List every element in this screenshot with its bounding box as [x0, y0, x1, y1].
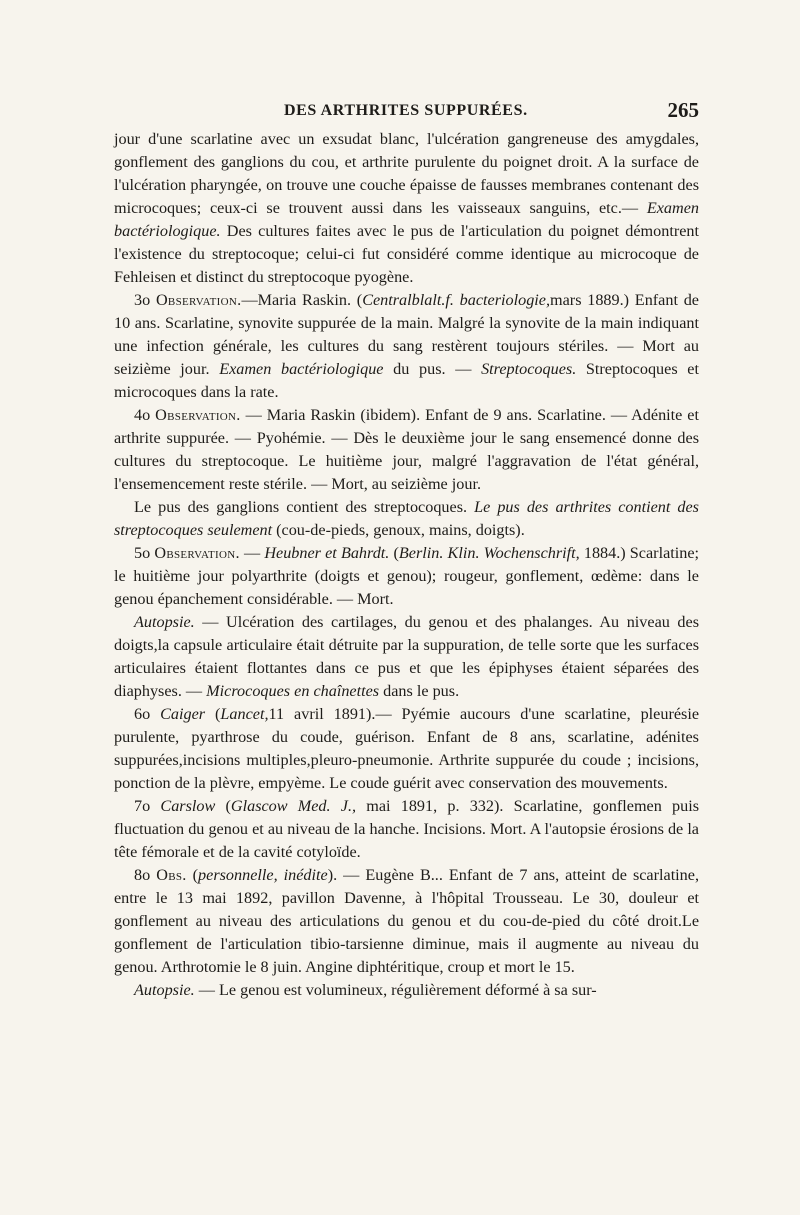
autopsie-8: Autopsie. — Le genou est volumineux, régulièrement déformé à sa sur-	[134, 981, 597, 999]
observation-label: Observation.	[154, 544, 240, 562]
paragraph-ganglions: Le pus des ganglions contient des streptocoques. Le pus des arthrites contient des streptocoques seulement (cou-de-pieds, genoux, mains, doigts).	[114, 498, 699, 539]
observation-7: 7o Carslow (Glascow Med. J., mai 1891, p. 332). Scarlatine, gonflemen puis fluctuation du genou et au niveau de la hanche. Incisions. Mort. A l'autopsie érosions de la tête fémorale et de la cavité cotyloïde.	[114, 797, 700, 861]
observation-label: Observation.	[155, 406, 241, 424]
observation-5: 5o Observation. — Heubner et Bahrdt. (Berlin. Klin. Wochenschrift, 1884.) Scarlatine; le huitième jour polyarthrite (doigts et genou); rougeur, gonflement, œdème: dans le genou épanchement considérable. — Mort.	[114, 544, 700, 608]
observation-6: 6o Caiger (Lancet,11 avril 1891).— Pyémie aucours d'une scarlatine, pleurésie purulente, pyarthrose du coude, guérison. Enfant de 8 ans, scarlatine, adénites suppurées,incisions multiples,pleuro-pneumonie. Arthrite suppurée du coude ; incisions, ponction de la plèvre, empyème. Le coude guérit avec conservation des mouvements.	[114, 705, 700, 792]
italic-phrase: Examen bactériologique.	[114, 199, 699, 240]
autopsie-5: Autopsie. — Ulcération des cartilages, du genou et des phalanges. Au niveau des doigts,la capsule articulaire était détruite par la suppuration, de telle sorte que les surfaces articulaires étaient flottantes dans ce pus et que les épiphyses étaient séparées des diaphyses. — Microcoques en chaînettes dans le pus.	[114, 613, 699, 700]
body-text	[114, 128, 699, 1002]
running-title: DES ARTHRITES SUPPURÉES.	[284, 102, 528, 119]
page-number: 265	[667, 98, 699, 122]
observation-8: 8o Obs. (personnelle, inédite). — Eugène B... Enfant de 7 ans, atteint de scarlatine, entre le 13 mai 1892, pavillon Davenne, à l'hôpital Trousseau. Le 30, douleur et gonflement au niveau des articulations du genou et du cou-de-pied du côté droit.Le gonflement de l'articulation tibio-tarsienne diminue, mais il augmente au niveau du genou. Arthrotomie le 8 juin. Angine diphtéritique, croup et mort le 15.	[114, 866, 700, 976]
observation-label: Obs.	[156, 866, 187, 884]
observation-label: Observation.	[155, 291, 242, 309]
page-header	[114, 98, 699, 124]
observation-3: 3o Observation.—Maria Raskin. (Centralblalt.f. bacteriologie,mars 1889.) Enfant de 10 ans. Scarlatine, synovite suppurée de la main. Malgré la synovite de la main indiquant une infection générale, les cultures du sang restèrent toujours stériles. — Mort au seizième jour. Examen bactériologique du pus. — Streptocoques. Streptocoques et microcoques dans la rate.	[114, 291, 699, 401]
paragraph-continuation: jour d'une scarlatine avec un exsudat blanc, l'ulcération gangreneuse des amygdales, gonflement des ganglions du cou, et arthrite purulente du poignet droit. A la surface de l'ulcération pharyngée, on trouve une couche épaisse de fausses membranes contenant des microcoques; ceux-ci se trouvent aussi dans les vaisseaux sanguins, etc.— Examen bactériologique. Des cultures faites avec le pus de l'articulation du poignet démontrent l'existence du streptocoque; celui-ci fut considéré comme identique au microcoque de Fehleisen et distinct du streptocoque pyogène.	[114, 130, 699, 286]
observation-4: 4o Observation. — Maria Raskin (ibidem). Enfant de 9 ans. Scarlatine. — Adénite et arthrite suppurée. — Pyohémie. — Dès le deuxième jour le sang ensemencé donne des cultures du streptocoque. Le huitième jour, malgré l'aggravation de l'état général, l'ensemencement reste stérile. — Mort, au seizième jour.	[114, 406, 699, 493]
